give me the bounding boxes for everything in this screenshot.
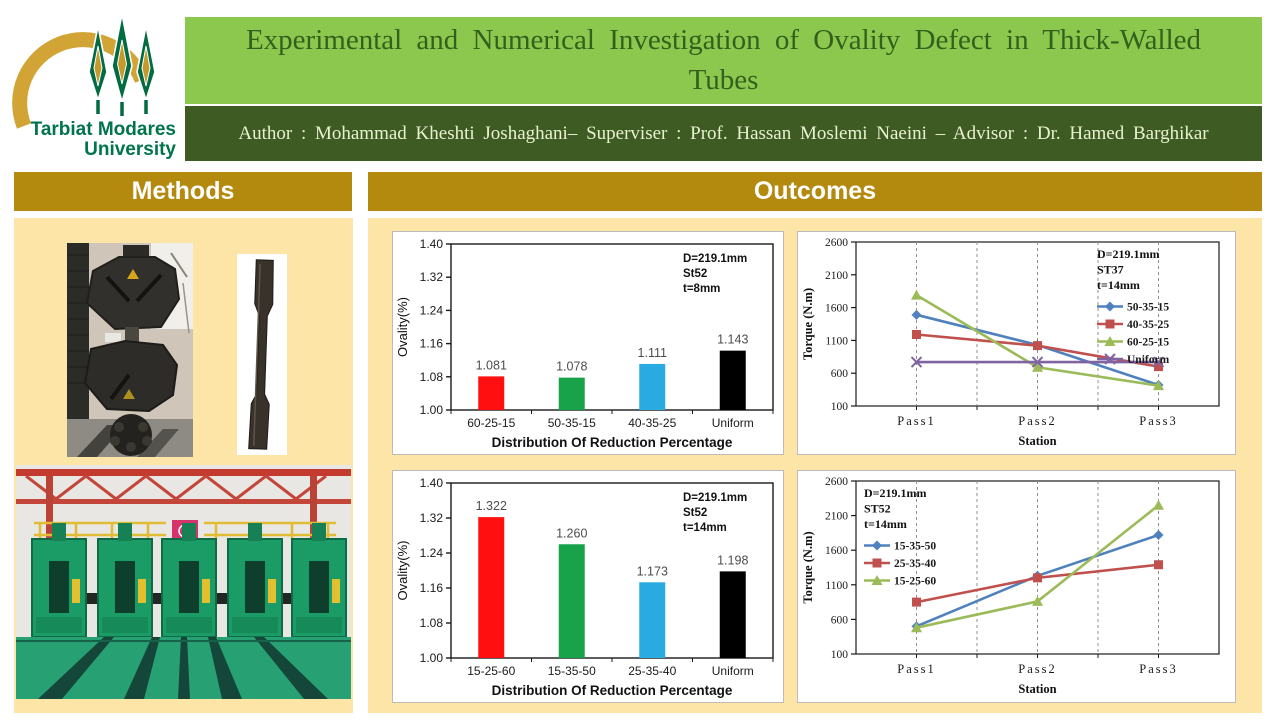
svg-text:t=14mm: t=14mm [864,517,907,531]
svg-text:15-25-60: 15-25-60 [467,664,516,678]
svg-text:40-35-25: 40-35-25 [1127,319,1170,331]
svg-text:Uniform: Uniform [711,664,754,678]
university-logo [8,4,182,164]
svg-text:1.16: 1.16 [419,336,443,351]
svg-text:ST37: ST37 [1097,262,1124,277]
svg-text:ST52: ST52 [864,501,891,516]
svg-text:1.32: 1.32 [419,511,443,525]
logo-text-line2: University [84,139,176,160]
svg-text:2600: 2600 [825,476,848,488]
methods-label: Methods [131,177,235,205]
svg-text:50-35-15: 50-35-15 [1127,301,1170,314]
svg-text:1.00: 1.00 [419,651,443,665]
author-bar [185,106,1262,161]
svg-text:1.08: 1.08 [419,616,443,630]
svg-text:60-25-15: 60-25-15 [1127,336,1170,349]
svg-text:D=219.1mm: D=219.1mm [683,253,748,265]
svg-text:Torque (N.m): Torque (N.m) [801,287,815,361]
svg-text:t=14mm: t=14mm [1097,278,1140,292]
svg-text:1.40: 1.40 [419,476,443,490]
university-logo-icon [8,4,182,164]
outcomes-section-header [368,172,1262,211]
chart-torque-st52-line [797,470,1236,703]
svg-text:600: 600 [830,614,848,627]
svg-text:15-25-60: 15-25-60 [894,575,937,588]
outcomes-label: Outcomes [753,177,877,205]
svg-text:1.08: 1.08 [419,369,443,384]
title-bar [185,17,1262,104]
svg-text:Station: Station [1018,434,1057,448]
svg-text:1.24: 1.24 [419,546,443,560]
tube-rolling-mill-photo [16,465,351,699]
svg-text:Ovality(%): Ovality(%) [395,540,410,601]
svg-text:1100: 1100 [825,335,848,348]
svg-text:1600: 1600 [825,545,848,558]
svg-text:100: 100 [830,401,848,413]
author-line: Author : Mohammad Kheshti Joshaghani– Superviser : Prof. Hassan Moslemi Naeini – Advisor : Dr. Hamed Barghikar [238,122,1209,144]
logo-text-line1: Tarbiat Modares [30,119,176,140]
svg-text:t=8mm: t=8mm [683,283,721,295]
svg-text:1.16: 1.16 [419,581,443,595]
methods-section-header [14,172,352,211]
svg-text:1.24: 1.24 [419,303,443,318]
svg-text:Distribution Of Reduction Perc: Distribution Of Reduction Percentage [491,683,733,698]
svg-text:15-35-50: 15-35-50 [894,540,937,553]
svg-text:Pass3: Pass3 [1139,414,1178,428]
svg-text:t=14mm: t=14mm [683,522,727,534]
svg-text:2600: 2600 [825,237,848,249]
svg-text:1.081: 1.081 [475,358,507,373]
methods-panel [14,218,353,713]
outcomes-panel [368,218,1262,713]
tensile-specimen-photo [237,254,287,455]
svg-text:Pass2: Pass2 [1018,662,1057,676]
svg-text:1.322: 1.322 [475,499,507,514]
chart-torque-st37-line [797,231,1236,455]
logo-trees [89,14,155,116]
svg-text:Distribution Of Reduction Perc: Distribution Of Reduction Percentage [491,435,733,450]
svg-text:50-35-15: 50-35-15 [547,416,596,430]
svg-text:2100: 2100 [825,510,848,523]
svg-text:St52: St52 [683,507,708,519]
svg-text:Pass1: Pass1 [897,662,936,676]
svg-text:Pass2: Pass2 [1018,414,1057,428]
svg-text:1.260: 1.260 [556,526,588,541]
svg-text:1.173: 1.173 [636,564,668,579]
svg-text:600: 600 [830,368,848,381]
svg-text:1.32: 1.32 [419,270,443,285]
svg-text:1.198: 1.198 [717,553,749,568]
svg-text:25-35-40: 25-35-40 [894,558,937,570]
svg-text:Uniform: Uniform [711,416,754,430]
svg-text:100: 100 [830,649,848,661]
svg-text:2100: 2100 [825,269,848,282]
svg-text:Ovality(%): Ovality(%) [395,297,410,357]
svg-text:1.40: 1.40 [419,237,443,251]
svg-text:60-25-15: 60-25-15 [467,416,516,430]
svg-text:40-35-25: 40-35-25 [628,416,677,430]
svg-text:25-35-40: 25-35-40 [628,664,677,678]
svg-text:Station: Station [1018,682,1057,696]
svg-text:Torque (N.m): Torque (N.m) [801,531,815,604]
svg-text:St52: St52 [683,268,708,280]
svg-text:D=219.1mm: D=219.1mm [864,486,927,500]
chart-ovality-t14-bar [392,470,784,703]
svg-text:Uniform: Uniform [1127,354,1170,366]
svg-text:1.078: 1.078 [556,359,588,374]
svg-text:1600: 1600 [825,302,848,315]
svg-text:D=219.1mm: D=219.1mm [1097,247,1160,261]
poster-title: Experimental and Numerical Investigation of Ovality Defect in Thick-Walled Tubes [245,24,1202,96]
svg-text:Pass3: Pass3 [1139,662,1178,676]
svg-text:1100: 1100 [825,579,848,592]
svg-text:1.00: 1.00 [419,403,443,417]
tensile-test-machine-photo [67,243,193,457]
svg-text:D=219.1mm: D=219.1mm [683,492,748,504]
chart-ovality-t8-bar [392,231,784,455]
svg-text:1.143: 1.143 [717,332,749,347]
svg-text:1.111: 1.111 [637,345,667,360]
svg-text:Pass1: Pass1 [897,414,936,428]
svg-text:15-35-50: 15-35-50 [547,664,596,678]
